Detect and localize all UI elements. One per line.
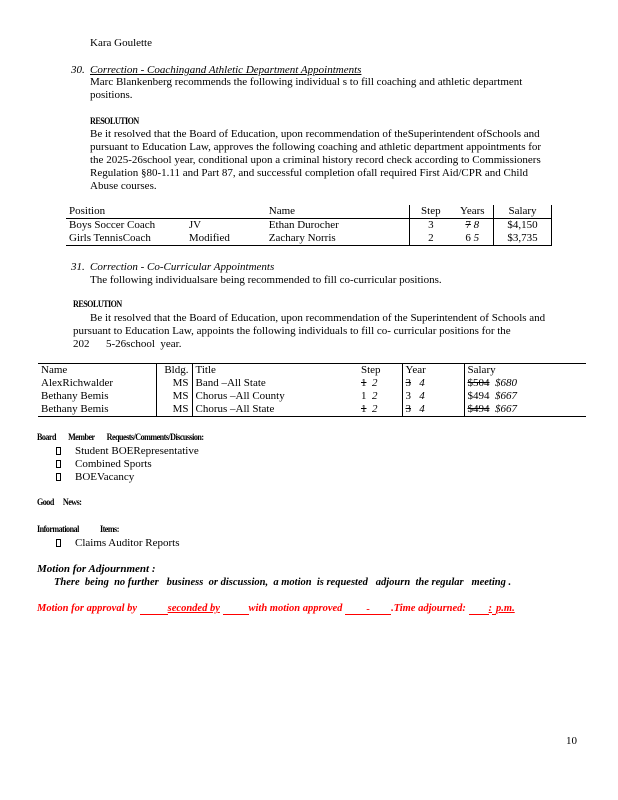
year-old: 3 <box>405 390 411 403</box>
item-31-resolution-line: 202 5-26school year. <box>73 338 182 350</box>
table-row <box>66 232 552 246</box>
motion-label: seconded by <box>167 603 220 614</box>
header-bldg: Bldg. <box>156 364 192 378</box>
item-30-resolution-line: pursuant to Education Law, approves the following coaching and athletic department appointments for <box>90 141 542 153</box>
years-new: 8 <box>473 219 480 232</box>
year-old: 3 <box>405 403 411 416</box>
cell-bldg: MS <box>156 377 192 390</box>
cell-year <box>402 390 464 403</box>
adjournment-text: There being no further business or discussion, a motion is requested adjourn the regular meeting . <box>54 577 512 588</box>
item-30-resolution-line: Be it resolved that the Board of Education, upon recommendation of theSuperintendent ofSchools and <box>90 128 540 140</box>
year-new: 4 <box>419 390 425 403</box>
co-curricular-header-row <box>38 364 586 378</box>
time-pm: p.m. <box>496 603 515 614</box>
cell-name: Ethan Durocher <box>266 219 410 233</box>
informational-heading <box>37 524 119 537</box>
board-member-heading <box>37 432 204 445</box>
header-title: Title <box>195 364 216 377</box>
cell-year <box>402 403 464 417</box>
item-30-intro-line2: positions. <box>90 89 133 101</box>
heading-word: Items: <box>99 525 119 535</box>
board-list-item <box>56 471 134 484</box>
salary-new: $680 <box>495 377 517 390</box>
cell-title: Chorus –All County <box>195 390 285 403</box>
step-new: 2 <box>372 377 378 390</box>
years-old: 6 <box>465 232 471 245</box>
step-old: 1 <box>361 403 367 416</box>
continued-name: Kara Goulette <box>90 37 152 49</box>
board-list-item <box>56 445 199 458</box>
salary-new: $667 <box>495 403 517 416</box>
item-30-resolution-line: the 2025-26school year, conditional upon a criminal history record check according to Commissioners <box>90 154 541 166</box>
board-list-item-label: BOEVacancy <box>75 471 135 483</box>
vote-dash: - <box>366 604 370 615</box>
item-31-resolution-line: pursuant to Education Law, appoints the following individuals to fill co- curricular positions for the <box>73 325 511 337</box>
heading-word: Member <box>68 433 95 443</box>
header-salary: Salary <box>494 205 552 219</box>
year-old: 3 <box>405 377 411 390</box>
bullet-icon <box>56 460 61 468</box>
cell-years <box>452 232 494 246</box>
table-row <box>38 377 586 390</box>
seconder-blank[interactable] <box>223 603 249 615</box>
board-list-item-label: Combined Sports <box>75 458 152 470</box>
salary-old: $494 <box>467 390 490 403</box>
cell-salary: $3,735 <box>494 232 552 246</box>
cell-year <box>402 377 464 390</box>
coaching-table <box>66 205 552 246</box>
header-year: Year <box>402 364 464 378</box>
salary-new: $667 <box>495 390 517 403</box>
cell-level: JV <box>188 219 202 232</box>
cell-step: 2 <box>428 232 434 245</box>
item-31-title: Correction - Co-Curricular Appointments <box>90 261 275 273</box>
cell-name: Bethany Bemis <box>38 403 156 417</box>
board-list-item-label: Student BOERepresentative <box>75 445 199 457</box>
motion-approval-line <box>37 602 515 615</box>
heading-word: News: <box>62 498 82 508</box>
heading-word: Requests/Comments/Discussion: <box>106 433 204 443</box>
good-news-heading <box>37 497 81 510</box>
heading-word: Informational <box>37 525 79 535</box>
cell-name: AlexRichwalder <box>38 377 156 390</box>
cell-years <box>452 219 494 233</box>
item-30-resolution-heading: RESOLUTION <box>90 117 139 127</box>
item-30-intro-line1: Marc Blankenberg recommends the following individual s to fill coaching and athletic department <box>90 76 523 88</box>
board-list-item <box>56 458 152 471</box>
cell-salary <box>464 390 586 403</box>
mover-blank[interactable] <box>140 603 168 615</box>
step-old: 1 <box>361 377 367 390</box>
step-new: 2 <box>372 390 378 403</box>
cell-position: Boys Soccer Coach <box>69 219 156 232</box>
cell-level: Modified <box>188 232 230 245</box>
cell-bldg: MS <box>156 403 192 417</box>
item-31-resolution-heading: RESOLUTION <box>73 300 122 310</box>
salary-old: $504 <box>467 377 490 390</box>
table-row <box>66 219 552 233</box>
cell-step <box>358 377 402 390</box>
cell-name: Bethany Bemis <box>38 390 156 403</box>
year-new: 4 <box>419 377 425 390</box>
item-31-intro: The following individualsare being recommended to fill co-curricular positions. <box>90 274 442 286</box>
table-row <box>38 390 586 403</box>
cell-title: Band –All State <box>195 377 266 390</box>
cell-title: Chorus –All State <box>195 403 275 416</box>
motion-label: with motion approved <box>248 603 343 614</box>
cell-name: Zachary Norris <box>266 232 410 246</box>
coaching-table-header-row <box>66 205 552 219</box>
motion-label: .Time adjourned: <box>391 603 466 614</box>
item-31-number: 31. <box>71 261 85 273</box>
cell-salary <box>464 403 586 417</box>
step-new: 2 <box>372 403 378 416</box>
cell-step <box>358 390 402 403</box>
years-old: 7 <box>465 219 471 232</box>
item-30-resolution-line: Regulation §80-1.11 and Part 87, and successful completion ofall required First Aid/CPR and Child <box>90 167 529 179</box>
cell-step: 3 <box>428 219 434 232</box>
informational-list-item-label: Claims Auditor Reports <box>75 537 180 549</box>
salary-old: $494 <box>467 403 490 416</box>
item-31-resolution-line: Be it resolved that the Board of Education, upon recommendation of the Superintendent of Schools and <box>90 312 546 324</box>
bullet-icon <box>56 447 61 455</box>
page-number: 10 <box>566 735 577 747</box>
item-30-number: 30. <box>71 64 85 76</box>
heading-word: Good <box>37 498 54 508</box>
vote-blank[interactable] <box>345 603 391 615</box>
item-30-resolution-line: Abuse courses. <box>90 180 157 192</box>
header-step: Step <box>358 364 402 378</box>
header-step: Step <box>421 205 441 218</box>
years-new: 5 <box>473 232 480 245</box>
cell-step <box>358 403 402 417</box>
header-level <box>186 205 266 219</box>
year-new: 4 <box>419 403 425 416</box>
step-old: 1 <box>361 390 367 403</box>
bullet-icon <box>56 539 61 547</box>
header-position: Position <box>69 205 106 218</box>
item-30-title: Correction - Coachingand Athletic Department Appointments <box>90 64 362 76</box>
header-name: Name <box>266 205 410 219</box>
cell-position: Girls TennisCoach <box>69 232 151 245</box>
heading-word: Board <box>37 433 56 443</box>
hour-blank[interactable] <box>469 603 489 615</box>
informational-list-item <box>56 537 180 550</box>
header-name: Name <box>38 364 156 378</box>
adjournment-heading: Motion for Adjournment : <box>37 563 156 575</box>
motion-label: Motion for approval by <box>37 603 138 614</box>
time-colon: : <box>488 603 493 614</box>
header-years: Years <box>452 205 494 219</box>
cell-bldg: MS <box>156 390 192 403</box>
table-row <box>38 403 586 417</box>
co-curricular-table <box>38 363 586 417</box>
cell-salary <box>464 377 586 390</box>
cell-salary: $4,150 <box>494 219 552 233</box>
bullet-icon <box>56 473 61 481</box>
header-salary: Salary <box>467 364 496 377</box>
